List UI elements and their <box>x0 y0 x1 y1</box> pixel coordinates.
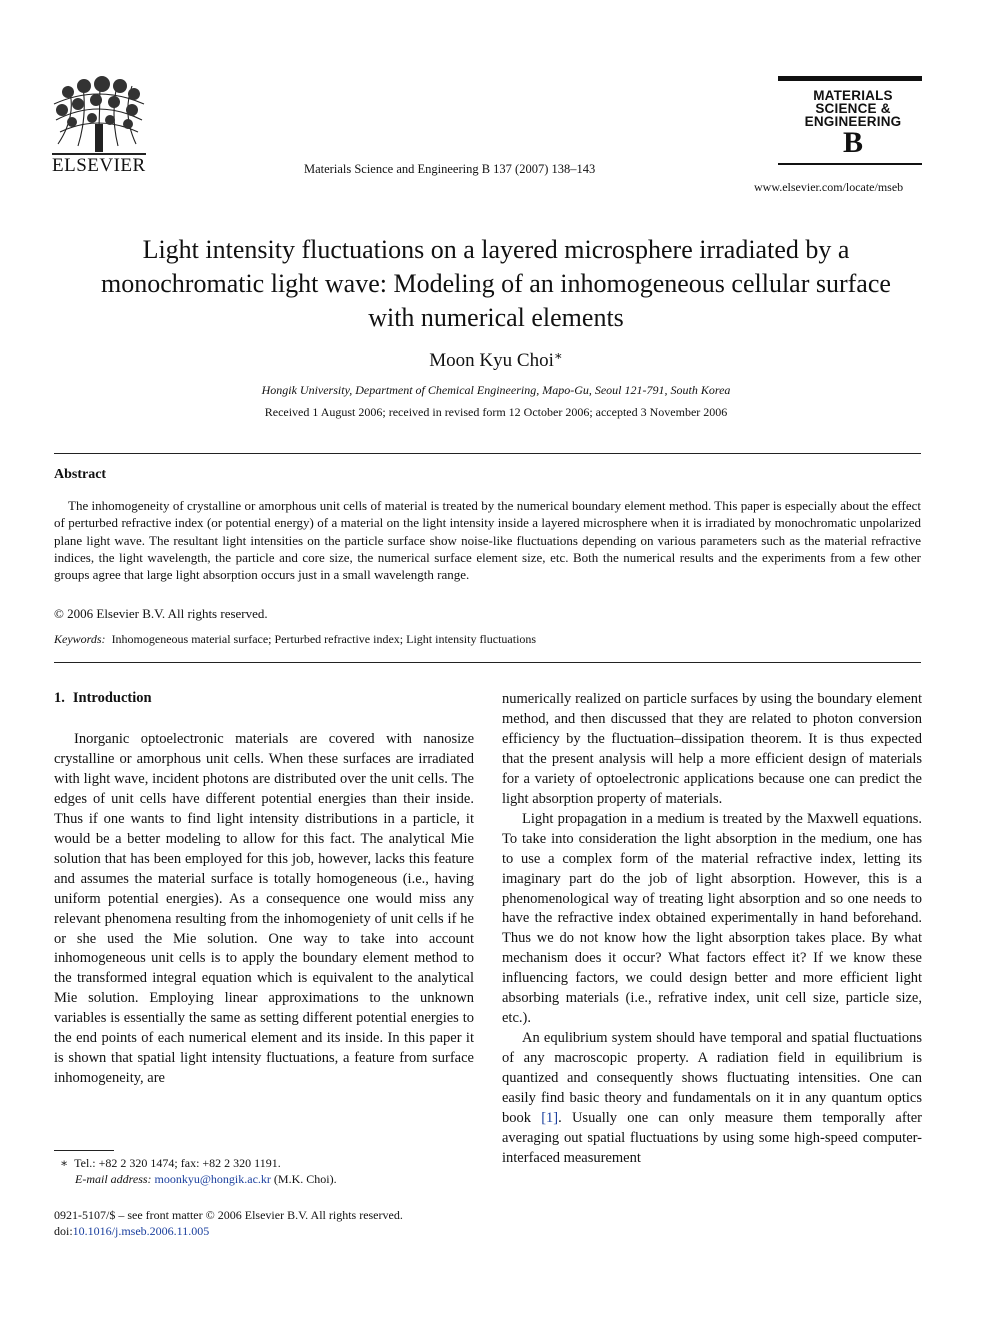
journal-logo-text <box>778 81 922 129</box>
footnote-contact <box>60 1156 281 1171</box>
keywords-label: Keywords: <box>54 632 106 646</box>
journal-logo-line-2: SCIENCE & <box>815 101 891 116</box>
journal-logo-line-3: ENGINEERING <box>804 114 902 129</box>
footnote-phone-fax: Tel.: +82 2 320 1474; fax: +82 2 320 1191. <box>74 1156 281 1170</box>
email-suffix: (M.K. Choi). <box>273 1172 337 1186</box>
intro-paragraph-3-text: An equlibrium system should have temporal and spatial fluctuations of any macroscopic property. A radiation field in equilibrium is quantized and consequently shows fluctuating intensities. One can easily find basic theory and fundamentals on it in any quantum optics book <box>502 1030 922 1127</box>
journal-url-link[interactable]: www.elsevier.com/locate/mseb <box>754 180 904 194</box>
author-line <box>0 348 992 372</box>
footnote-mark: ∗ <box>60 1156 69 1170</box>
footnote-email <box>75 1172 337 1187</box>
front-matter-notice: 0921-5107/$ – see front matter © 2006 Elsevier B.V. All rights reserved. <box>54 1208 403 1222</box>
intro-paragraph-3 <box>502 1029 922 1169</box>
journal-logo-line-1: MATERIALS <box>813 88 893 103</box>
intro-paragraph-1: Inorganic optoelectronic materials are covered with nanosize crystalline or amorphous unit cells. When these surfaces are irradiated with light wave, incident photons are distributed over the unit cells. The edges of unit cells have different potential energies than their inside. Thus if one wants to find light intensity distributions in a particle, it would be a better modeling to allow for this fact. The analytical Mie solution that has been employed for this job, however, lacks this feature and assumes the material surface is totally homogeneous (i.e., having uniform potential energies). As a consequence one would miss any relevant phenomena resulting from the inhomogeniety of unit cells if he or she used the Mie solution. One way to take into account inhomogeneous unit cells is to apply the boundary element method to the transformed integral equation which is equivalent to the analytical Mie solution. Employing linear approximations to the unknown variables is essentially the same as setting different potential energies to the end points of each numerical element and its inside. In this paper it is shown that spatial light intensity fluctuations, a feature from surface inhomogeneity, are <box>54 731 474 1087</box>
publisher-name: ELSEVIER <box>52 155 146 176</box>
author-affiliation: Hongik University, Department of Chemical Engineering, Mapo-Gu, Seoul 121-791, South Korea <box>261 383 731 397</box>
journal-logo-rule-bottom <box>778 163 922 165</box>
keywords <box>54 632 536 647</box>
left-column <box>54 730 474 1089</box>
abstract-body: The inhomogeneity of crystalline or amorphous unit cells of material is treated by the numerical boundary element method. This paper is especially about the effect of perturbed refractive index (or potential energy) of a material on the light intensity inside a layered microsphere when it is irradiated by monochromatic unpolarized plane light wave. The resultant light intensities on the particle surface show noise-like fluctuations depending on various parameters such as the material refractive indices, the light wavelength, the particle and core size, the numerical surface element size, etc. Both the numerical results and the experiments from a few other groups agree that large light absorption occurs just in a small wavelength range. <box>54 498 921 583</box>
intro-paragraph-1-continued: numerically realized on particle surfaces by using the boundary element method, and then discussed that they are related to photon conversion efficiency by the fluctuation–dissipation theorem. It is thus expected that the present analysis will help a more efficient design of materials for a variety of optoelectronic applications because one can predict the light absorption property of materials. <box>502 691 922 807</box>
section-heading-introduction <box>54 690 152 707</box>
author-name: Moon Kyu Choi <box>429 350 554 371</box>
email-label: E-mail address: <box>75 1172 152 1186</box>
rule-above-abstract <box>54 453 921 454</box>
section-number: 1. <box>54 690 65 706</box>
rule-below-abstract <box>54 662 921 663</box>
author-footnote-mark[interactable]: ∗ <box>553 348 563 363</box>
reference-link-1[interactable]: [1] <box>541 1110 559 1127</box>
article-title: Light intensity fluctuations on a layered microsphere irradiated by a monochromatic light wave: Modeling of an inhomogeneous cellular surface with numerical elements <box>101 235 891 332</box>
doi-line <box>54 1224 209 1239</box>
doi-link[interactable]: 10.1016/j.mseb.2006.11.005 <box>72 1224 210 1238</box>
doi-prefix: doi: <box>54 1224 73 1238</box>
journal-logo <box>778 76 922 165</box>
received-dates: Received 1 August 2006; received in revised form 12 October 2006; accepted 3 November 2006 <box>264 405 728 419</box>
journal-citation: Materials Science and Engineering B 137 (2007) 138–143 <box>304 162 596 176</box>
keywords-list: Inhomogeneous material surface; Perturbed refractive index; Light intensity fluctuations <box>111 632 537 646</box>
right-column <box>502 690 922 1169</box>
footnote-rule <box>54 1150 114 1151</box>
abstract-copyright: © 2006 Elsevier B.V. All rights reserved. <box>54 606 268 621</box>
intro-paragraph-3-text-end: . Usually one can only measure them temporally after averaging out spatial fluctuations by using some high-speed computer-interfaced measurement <box>502 1110 922 1166</box>
abstract-heading: Abstract <box>54 467 107 482</box>
email-link[interactable]: moonkyu@hongik.ac.kr <box>154 1172 271 1186</box>
journal-logo-letter: B <box>842 126 863 159</box>
section-title: Introduction <box>72 690 152 706</box>
intro-paragraph-2: Light propagation in a medium is treated by the Maxwell equations. To take into consideration the light absorption in the medium, one has to use a complex form of the material refractive index, letting its imaginary part do the job of light absorption. However, this is a phenomenological way of treating light absorption and so one needs to have the refractive index obtained experimentally in hand beforehand. Thus we do not know how the light absorption takes place. By what mechanism does it occur? What factors effect it? If we know these influencing factors, we could design better and more efficient light absorbing materials (i.e., refrative index, unit cell size, particle size, etc.). <box>502 810 922 1027</box>
